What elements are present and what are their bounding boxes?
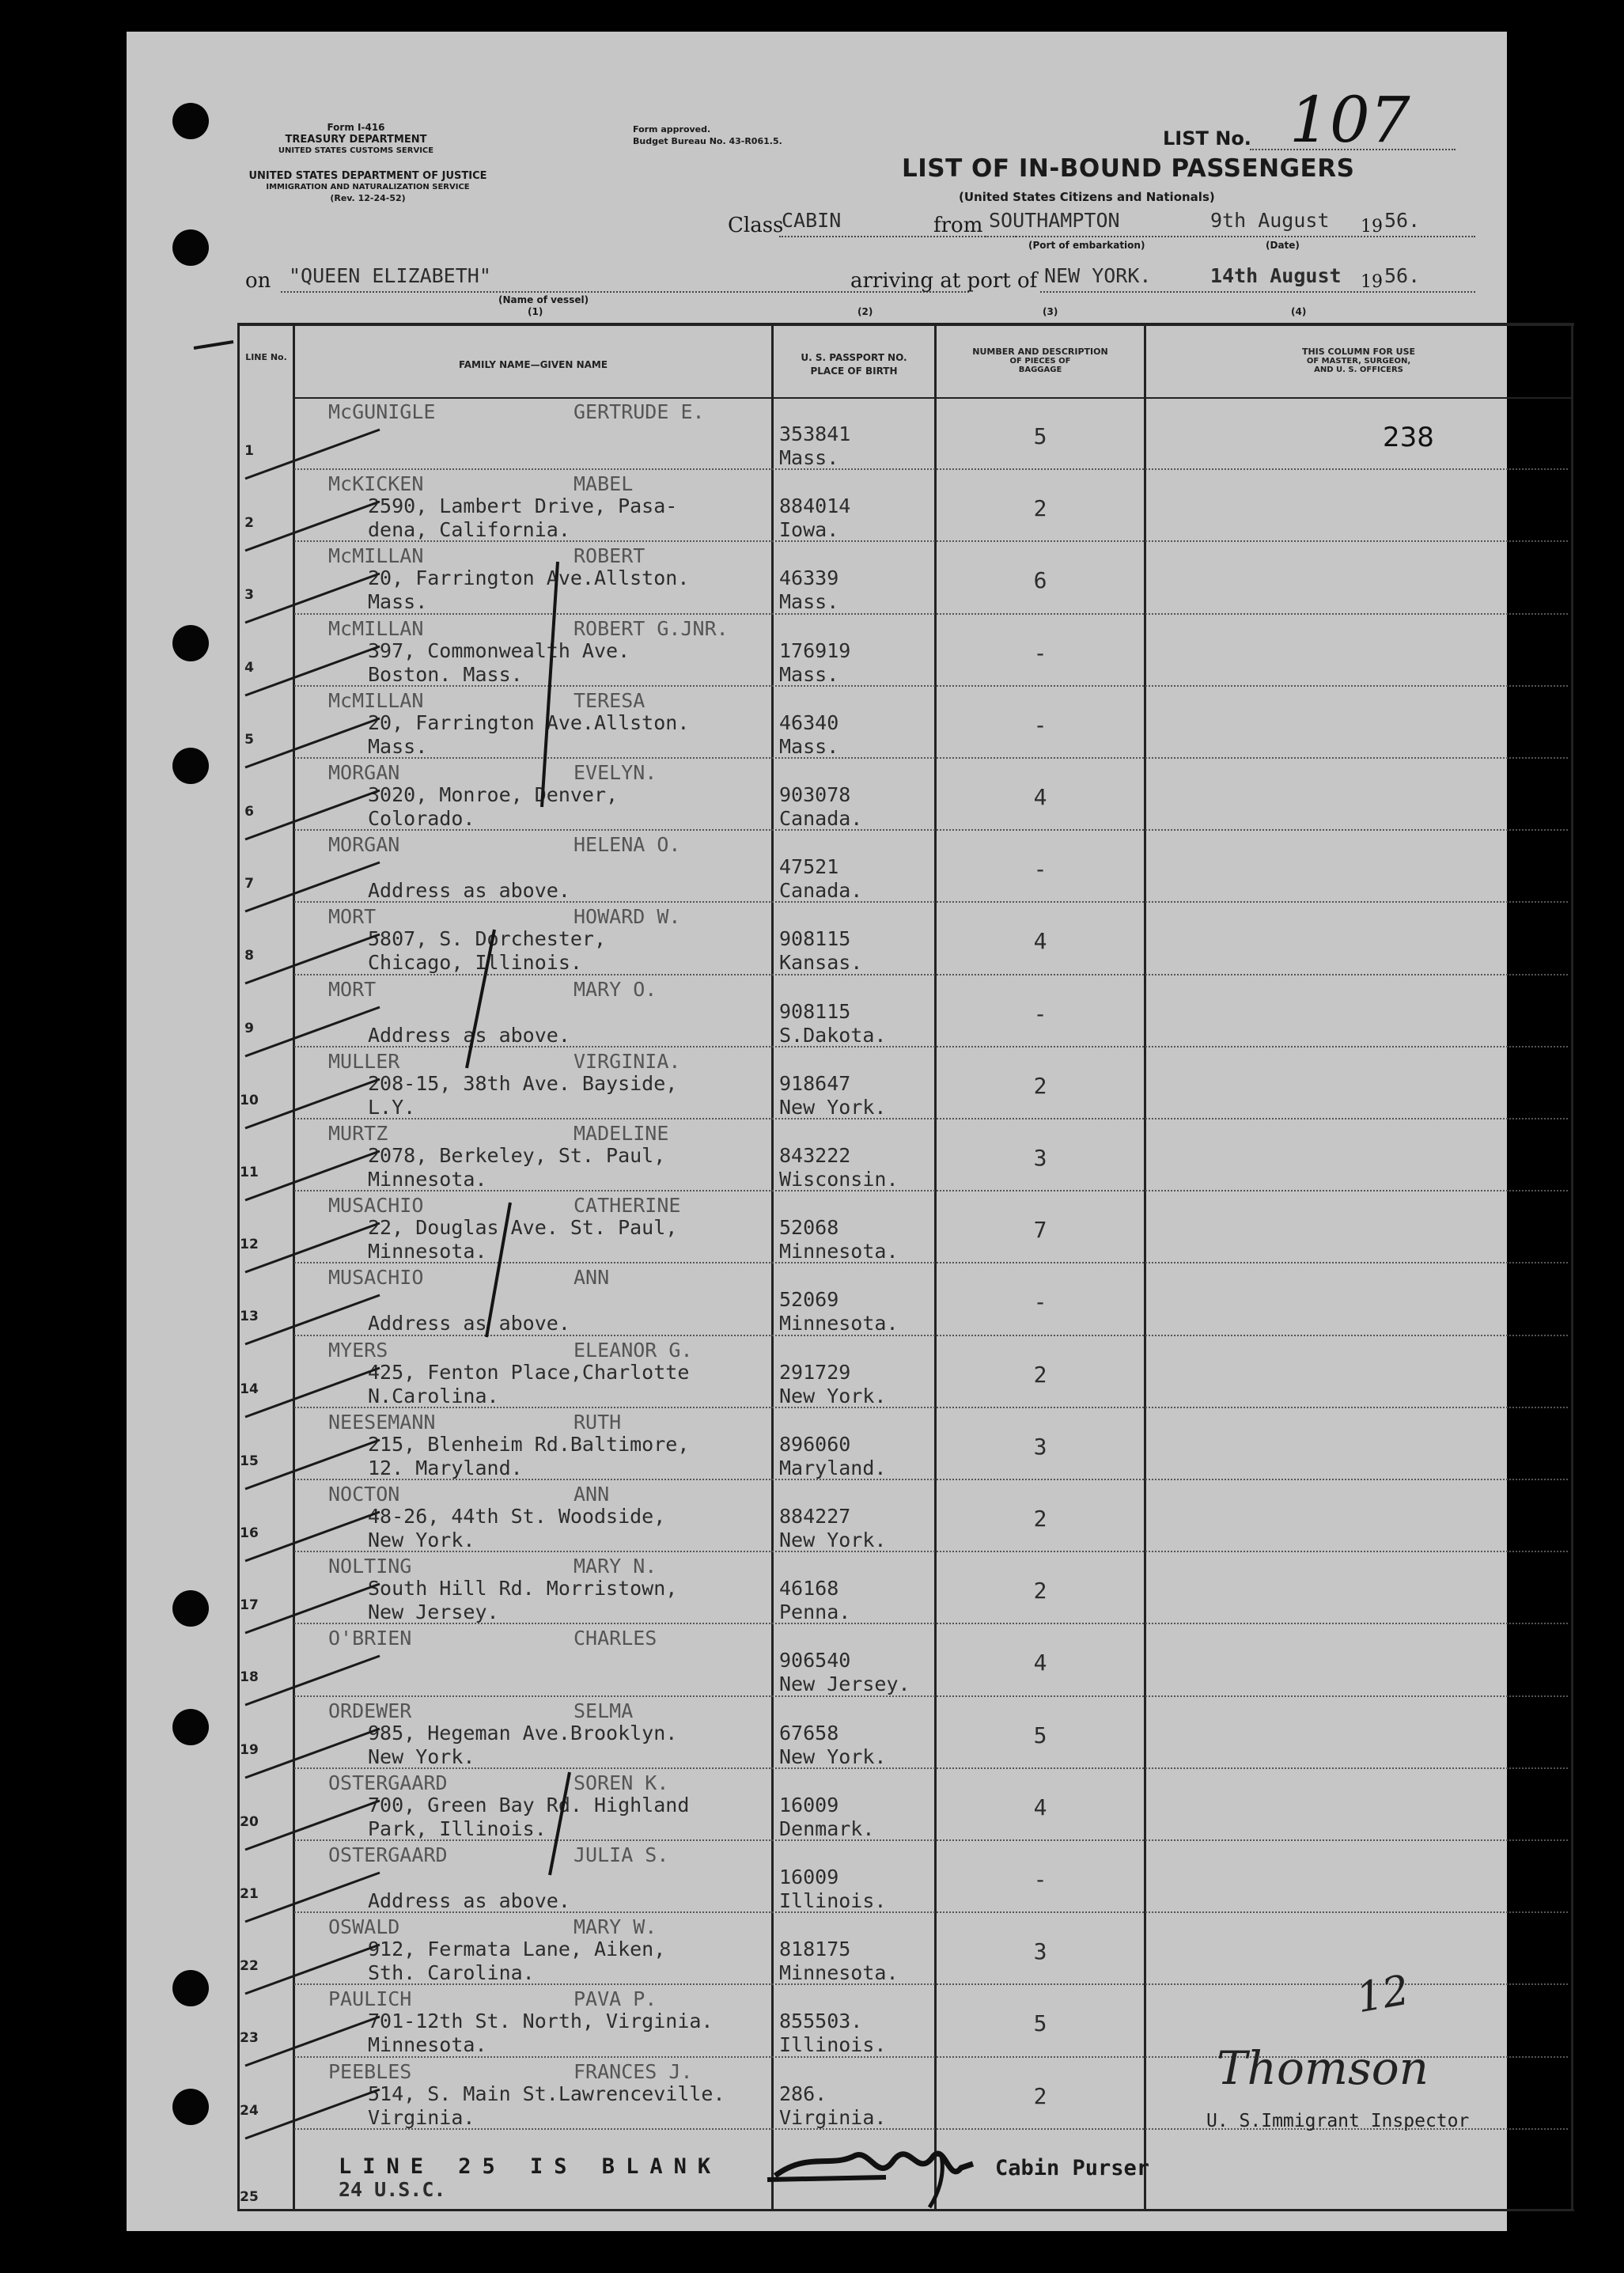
given-name: ROBERT — [574, 544, 645, 568]
family-name: PEEBLES — [328, 2059, 412, 2083]
given-name: HELENA O. — [574, 833, 681, 857]
baggage-count: 7 — [1033, 1217, 1047, 1244]
page-subtitle: (United States Citizens and Nationals) — [959, 190, 1215, 204]
passport-number: 46168 — [779, 1577, 839, 1601]
col-header-officers-3: AND U. S. OFFICERS — [1314, 366, 1403, 374]
col-num-2: (2) — [857, 306, 873, 317]
line-number: 7 — [244, 876, 254, 892]
place-of-birth: Illinois. — [779, 2033, 887, 2057]
inspector-label: U. S.Immigrant Inspector — [1206, 2111, 1470, 2131]
tick-mark — [237, 1001, 396, 1064]
margin-note: 12 — [1353, 1966, 1413, 2023]
passport-number: 47521 — [779, 855, 839, 879]
address-line-1: 912, Fermata Lane, Aiken, — [368, 1938, 666, 1961]
given-name: MABEL — [574, 472, 634, 496]
family-name: MORT — [328, 977, 377, 1001]
col-header-officers-1: THIS COLUMN FOR USE — [1301, 347, 1416, 357]
date-caption: (Date) — [1266, 240, 1300, 251]
line-number: 13 — [240, 1309, 259, 1325]
given-name: ANN — [574, 1483, 610, 1506]
officer-note: 238 — [1383, 422, 1434, 453]
address-line-2: dena, California. — [368, 518, 570, 542]
line-number: 9 — [244, 1020, 254, 1036]
baggage-count: 2 — [1033, 2082, 1047, 2109]
address-line-1: 48-26, 44th St. Woodside, — [368, 1505, 666, 1528]
col-header-officers-2: OF MASTER, SURGEON, — [1306, 357, 1411, 366]
address-line-1: 2590, Lambert Drive, Pasa- — [368, 494, 678, 518]
from-label: from — [933, 214, 983, 237]
line-number: 21 — [240, 1886, 259, 1902]
address-line-1: 514, S. Main St.Lawrenceville. — [368, 2082, 725, 2105]
family-name: NEESEMANN — [328, 1410, 436, 1434]
line-number: 25 — [240, 2189, 259, 2205]
family-name: NOLTING — [328, 1555, 412, 1578]
address-line-2: New York. — [368, 1745, 475, 1768]
table-right-rule — [1571, 326, 1573, 2209]
col-num-4: (4) — [1291, 306, 1307, 317]
place-of-birth: Mass. — [779, 446, 839, 469]
line-number: 18 — [240, 1669, 259, 1686]
passport-number: 884227 — [779, 1505, 851, 1528]
tick-mark — [237, 1866, 396, 1930]
address-line-2: Mass. — [368, 734, 428, 758]
address-line-2: Minnesota. — [368, 1240, 487, 1263]
baggage-count: - — [1033, 1289, 1047, 1316]
line-number: 23 — [240, 2030, 259, 2047]
arrival-year: 56. — [1384, 264, 1421, 287]
place-of-birth: New York. — [779, 1529, 887, 1551]
address-line-1: 20, Farrington Ave.Allston. — [368, 566, 690, 590]
place-of-birth: New York. — [779, 1745, 887, 1768]
family-name: MUSACHIO — [328, 1266, 424, 1290]
address-line-2: Sth. Carolina. — [368, 1961, 535, 1985]
family-name: MORGAN — [328, 833, 400, 857]
col-header-baggage-2: OF PIECES OF — [1009, 357, 1071, 366]
family-name: McMILLAN — [328, 688, 424, 712]
passport-number: 46339 — [779, 566, 839, 590]
place-of-birth: Minnesota. — [779, 1312, 899, 1335]
baggage-count: - — [1033, 711, 1047, 738]
given-name: RUTH — [574, 1410, 622, 1434]
address-line-1: 397, Commonwealth Ave. — [368, 638, 630, 662]
family-name: McKICKEN — [328, 472, 424, 496]
tick-mark — [237, 1650, 396, 1713]
passport-number: 906540 — [779, 1649, 851, 1673]
address-line-1: 985, Hegeman Ave.Brooklyn. — [368, 1721, 678, 1745]
family-name: MURTZ — [328, 1122, 388, 1145]
list-number: 107 — [1289, 83, 1410, 157]
place-of-birth: Denmark. — [779, 1817, 875, 1840]
address-line-2: New York. — [368, 1529, 475, 1551]
tick-mark — [237, 784, 396, 847]
line-number: 19 — [240, 1741, 259, 1758]
baggage-count: 3 — [1033, 1938, 1047, 1965]
baggage-count: 4 — [1033, 1650, 1047, 1676]
line-number: 12 — [240, 1237, 259, 1253]
passport-number: 52068 — [779, 1216, 839, 1240]
given-name: TERESA — [574, 688, 645, 712]
tick-mark — [237, 1578, 396, 1641]
place-of-birth: Mass. — [779, 734, 839, 758]
tick-mark — [237, 640, 396, 703]
passport-number: 52069 — [779, 1288, 839, 1312]
address-line-2: Chicago, Illinois. — [368, 951, 582, 975]
arrival-date: 14th August — [1210, 264, 1342, 287]
address-line-2: Virginia. — [368, 2105, 475, 2129]
baggage-count: 5 — [1033, 2010, 1047, 2037]
address-line-1: South Hill Rd. Morristown, — [368, 1577, 678, 1601]
passport-number: 16009 — [779, 1793, 839, 1817]
form-line: (Rev. 12-24-52) — [330, 193, 406, 203]
from-value: SOUTHAMPTON — [989, 209, 1120, 232]
manifest-sheet — [127, 32, 1507, 2231]
place-of-birth: Canada. — [779, 807, 863, 830]
place-of-birth: New York. — [779, 1384, 887, 1407]
address-line-2: Address as above. — [368, 879, 570, 903]
family-name: ORDEWER — [328, 1699, 412, 1722]
passport-number: 903078 — [779, 783, 851, 806]
arrival-year-prefix: 19 — [1361, 272, 1383, 292]
passport-number: 896060 — [779, 1432, 851, 1456]
passport-number: 884014 — [779, 494, 851, 518]
form-line: UNITED STATES DEPARTMENT OF JUSTICE — [248, 170, 487, 182]
family-name: OSTERGAARD — [328, 1843, 448, 1866]
family-name: MORGAN — [328, 761, 400, 784]
baggage-count: 4 — [1033, 784, 1047, 810]
tick-mark — [237, 495, 396, 559]
baggage-count: 3 — [1033, 1433, 1047, 1460]
passport-number: 176919 — [779, 638, 851, 662]
line-number: 5 — [244, 731, 254, 748]
place-of-birth: S.Dakota. — [779, 1023, 887, 1047]
address-line-1: 701-12th St. North, Virginia. — [368, 2010, 714, 2033]
page-title: LIST OF IN-BOUND PASSENGERS — [902, 154, 1355, 183]
col-num-3: (3) — [1043, 306, 1058, 317]
passport-number: 46340 — [779, 710, 839, 734]
family-name: MUSACHIO — [328, 1194, 424, 1218]
line-number: 1 — [244, 443, 254, 459]
place-of-birth: New Jersey. — [779, 1673, 910, 1696]
given-name: GERTRUDE E. — [574, 400, 705, 423]
passport-number: 16009 — [779, 1866, 839, 1888]
baggage-count: 3 — [1033, 1145, 1047, 1171]
address-line-2: Address as above. — [368, 1023, 570, 1047]
family-name: O'BRIEN — [328, 1627, 412, 1650]
tick-mark — [237, 2083, 396, 2146]
line-number: 22 — [240, 1958, 259, 1975]
purser-label: Cabin Purser — [995, 2156, 1150, 2180]
address-line-1: 5807, S. Dorchester, — [368, 927, 607, 951]
arriving-label: arriving at port of — [850, 269, 1038, 293]
given-name: VIRGINIA. — [574, 1049, 681, 1073]
address-line-1: 215, Blenheim Rd.Baltimore, — [368, 1432, 690, 1456]
given-name: MARY W. — [574, 1915, 657, 1939]
address-line-2: Mass. — [368, 590, 428, 614]
address-line-2: Boston. Mass. — [368, 662, 523, 686]
form-line: Form I-416 — [327, 122, 385, 133]
tick-mark — [237, 856, 396, 919]
family-name: MYERS — [328, 1338, 388, 1362]
passport-number: 291729 — [779, 1360, 851, 1384]
line25-text: LINE 25 IS BLANK — [339, 2154, 722, 2179]
embark-caption: (Port of embarkation) — [1028, 240, 1145, 251]
line-number: 6 — [244, 804, 254, 820]
place-of-birth: Maryland. — [779, 1456, 887, 1479]
tick-mark — [237, 1289, 396, 1352]
line-number: 15 — [240, 1453, 259, 1469]
col-header-passport-2: PLACE OF BIRTH — [810, 366, 898, 377]
form-line: TREASURY DEPARTMENT — [285, 134, 427, 146]
baggage-count: - — [1033, 1866, 1047, 1892]
family-name: OSWALD — [328, 1915, 400, 1939]
place-of-birth: Minnesota. — [779, 1240, 899, 1263]
place-of-birth: Mass. — [779, 662, 839, 686]
given-name: ROBERT G.JNR. — [574, 616, 729, 640]
family-name: McMILLAN — [328, 616, 424, 640]
family-name: MORT — [328, 905, 377, 929]
tick-mark — [237, 1794, 396, 1858]
col-num-1: (1) — [528, 306, 543, 317]
place-of-birth: Illinois. — [779, 1889, 887, 1912]
address-line-1: 700, Green Bay Rd. Highland — [368, 1793, 690, 1817]
baggage-count: 4 — [1033, 1794, 1047, 1820]
approval-line: Form approved. — [633, 124, 711, 134]
address-line-2: New Jersey. — [368, 1601, 499, 1624]
line-number: 24 — [240, 2102, 259, 2119]
passport-number: 67658 — [779, 1721, 839, 1745]
given-name: SELMA — [574, 1699, 634, 1722]
form-line: UNITED STATES CUSTOMS SERVICE — [278, 146, 434, 155]
place-of-birth: Wisconsin. — [779, 1168, 899, 1191]
address-line-2: Colorado. — [368, 807, 475, 830]
line-number: 8 — [244, 948, 254, 964]
address-line-1: 2078, Berkeley, St. Paul, — [368, 1144, 666, 1167]
address-line-2: 12. Maryland. — [368, 1456, 523, 1479]
line-number: 16 — [240, 1525, 259, 1541]
passport-number: 855503. — [779, 2010, 863, 2033]
address-line-2: N.Carolina. — [368, 1384, 499, 1407]
line-number: 11 — [240, 1165, 259, 1180]
address-line-2: Address as above. — [368, 1312, 570, 1335]
place-of-birth: Canada. — [779, 879, 863, 903]
form-line: IMMIGRATION AND NATURALIZATION SERVICE — [266, 183, 470, 191]
col-header-baggage-1: NUMBER AND DESCRIPTION — [972, 347, 1108, 357]
col-header-passport-1: U. S. PASSPORT NO. — [801, 352, 907, 363]
class-label: Class — [728, 214, 784, 237]
tick-mark — [237, 1217, 396, 1280]
given-name: MADELINE — [574, 1122, 669, 1145]
vessel-name: "QUEEN ELIZABETH" — [289, 264, 491, 287]
baggage-count: - — [1033, 639, 1047, 666]
tick-mark — [237, 1722, 396, 1786]
address-line-2: L.Y. — [368, 1095, 416, 1119]
tick-mark — [237, 712, 396, 775]
approval-line: Budget Bureau No. 43-R061.5. — [633, 136, 782, 146]
address-line-1: 208-15, 38th Ave. Bayside, — [368, 1071, 678, 1095]
baggage-count: - — [1033, 1000, 1047, 1027]
tick-mark — [237, 1362, 396, 1425]
baggage-count: 2 — [1033, 495, 1047, 522]
tick-mark — [237, 1938, 396, 2002]
passport-number: 918647 — [779, 1071, 851, 1095]
inspector-signature: Thomson — [1217, 2041, 1429, 2095]
tick-mark — [237, 567, 396, 631]
col-header-baggage-3: BAGGAGE — [1018, 366, 1062, 374]
place-of-birth: Kansas. — [779, 951, 863, 975]
given-name: EVELYN. — [574, 761, 657, 784]
baggage-count: 6 — [1033, 567, 1047, 594]
embark-year-prefix: 19 — [1361, 217, 1383, 237]
place-of-birth: Minnesota. — [779, 1961, 899, 1985]
list-no-label: LIST No. — [1163, 127, 1251, 150]
on-label: on — [245, 269, 271, 293]
passport-number: 908115 — [779, 999, 851, 1023]
family-name: McMILLAN — [328, 544, 424, 568]
given-name: ELEANOR G. — [574, 1338, 693, 1362]
given-name: CHARLES — [574, 1627, 657, 1650]
baggage-count: 5 — [1033, 1722, 1047, 1748]
given-name: SOREN K. — [574, 1771, 669, 1794]
passport-number: 818175 — [779, 1938, 851, 1961]
baggage-count: 2 — [1033, 1578, 1047, 1604]
tick-mark — [237, 1073, 396, 1136]
given-name: MARY N. — [574, 1555, 657, 1578]
address-line-1: 425, Fenton Place,Charlotte — [368, 1360, 690, 1384]
passport-number: 353841 — [779, 422, 851, 445]
passport-number: 908115 — [779, 927, 851, 951]
arrival-port: NEW YORK. — [1044, 264, 1152, 287]
tick-mark — [237, 1506, 396, 1569]
address-line-2: Minnesota. — [368, 1168, 487, 1191]
class-value: CABIN — [782, 209, 842, 232]
given-name: JULIA S. — [574, 1843, 669, 1866]
passport-number: 843222 — [779, 1144, 851, 1167]
tick-mark — [237, 423, 396, 487]
baggage-count: 5 — [1033, 423, 1047, 449]
line25-sub: 24 U.S.C. — [339, 2178, 446, 2201]
given-name: HOWARD W. — [574, 905, 681, 929]
line-number: 2 — [244, 515, 254, 532]
tick-mark — [237, 2010, 396, 2074]
baggage-count: 2 — [1033, 1361, 1047, 1388]
address-line-2: Address as above. — [368, 1889, 570, 1912]
given-name: FRANCES J. — [574, 2059, 693, 2083]
embark-date: 9th August — [1210, 209, 1330, 232]
address-line-2: Park, Illinois. — [368, 1817, 547, 1840]
line-number: 10 — [240, 1092, 259, 1108]
col-header-name: FAMILY NAME—GIVEN NAME — [458, 359, 608, 370]
given-name: ANN — [574, 1266, 610, 1290]
line-number: 4 — [244, 659, 254, 676]
place-of-birth: Virginia. — [779, 2105, 887, 2129]
family-name: PAULICH — [328, 1987, 412, 2011]
place-of-birth: New York. — [779, 1095, 887, 1119]
vessel-caption: (Name of vessel) — [498, 294, 589, 305]
line-number: 17 — [240, 1597, 259, 1614]
passport-number: 286. — [779, 2082, 827, 2105]
embark-year: 56. — [1384, 209, 1421, 232]
line-number: 3 — [244, 587, 254, 604]
given-name: CATHERINE — [574, 1194, 681, 1218]
family-name: MULLER — [328, 1049, 400, 1073]
baggage-count: 2 — [1033, 1072, 1047, 1099]
place-of-birth: Mass. — [779, 590, 839, 614]
family-name: McGUNIGLE — [328, 400, 436, 423]
address-line-1: 20, Farrington Ave.Allston. — [368, 710, 690, 734]
line-number: 14 — [240, 1381, 259, 1397]
baggage-count: 4 — [1033, 928, 1047, 955]
address-line-1: 22, Douglas Ave. St. Paul, — [368, 1216, 678, 1240]
tick-mark — [237, 928, 396, 991]
tick-mark — [237, 1145, 396, 1208]
family-name: OSTERGAARD — [328, 1771, 448, 1794]
given-name: MARY O. — [574, 977, 657, 1001]
given-name: PAVA P. — [574, 1987, 657, 2011]
address-line-1: 3020, Monroe, Denver, — [368, 783, 619, 806]
line-number: 20 — [240, 1813, 259, 1830]
place-of-birth: Iowa. — [779, 518, 839, 542]
family-name: NOCTON — [328, 1483, 400, 1506]
baggage-count: 2 — [1033, 1506, 1047, 1532]
address-line-2: Minnesota. — [368, 2033, 487, 2057]
col-header-line-label: LINE No. — [245, 352, 287, 362]
tick-mark — [237, 1434, 396, 1497]
place-of-birth: Penna. — [779, 1601, 851, 1624]
baggage-count: - — [1033, 856, 1047, 883]
